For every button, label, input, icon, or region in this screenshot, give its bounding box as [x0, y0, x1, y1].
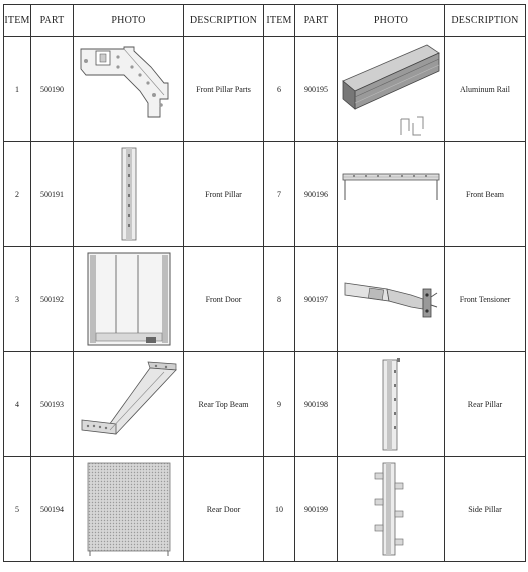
part-description: Front Beam [445, 142, 526, 247]
header-part: PART [31, 5, 74, 37]
part-photo [74, 457, 184, 562]
part-photo [338, 37, 445, 142]
header-row [4, 5, 526, 37]
part-photo [74, 352, 184, 457]
parts-table [3, 4, 526, 562]
part-description: Front Pillar [184, 142, 264, 247]
mesh-door-icon [76, 459, 182, 559]
part-number: 500194 [31, 457, 74, 562]
table-row [4, 247, 526, 352]
part-description: Side Pillar [445, 457, 526, 562]
part-number: 500192 [31, 247, 74, 352]
side-pillar-icon [339, 459, 443, 559]
bent-bracket-icon [76, 39, 182, 139]
rear-pillar-icon [339, 354, 443, 454]
part-description: Rear Pillar [445, 352, 526, 457]
part-number: 900198 [295, 352, 338, 457]
item-number: 6 [264, 37, 295, 142]
part-description: Front Tensioner [445, 247, 526, 352]
header-photo-2: PHOTO [338, 5, 445, 37]
part-description: Rear Top Beam [184, 352, 264, 457]
header-item: ITEM [4, 5, 31, 37]
item-number: 7 [264, 142, 295, 247]
part-number: 900196 [295, 142, 338, 247]
header-description-2: DESCRIPTION [445, 5, 526, 37]
vertical-pillar-icon [76, 144, 182, 244]
angled-beam-icon [76, 354, 182, 454]
part-photo [74, 142, 184, 247]
part-number: 900199 [295, 457, 338, 562]
part-photo [338, 247, 445, 352]
header-photo: PHOTO [74, 5, 184, 37]
door-panel-icon [76, 249, 182, 349]
header-item-2: ITEM [264, 5, 295, 37]
item-number: 4 [4, 352, 31, 457]
beam-icon [339, 144, 443, 244]
aluminum-rail-icon [339, 39, 443, 139]
part-description: Front Door [184, 247, 264, 352]
part-description: Aluminum Rail [445, 37, 526, 142]
part-number: 500191 [31, 142, 74, 247]
item-number: 2 [4, 142, 31, 247]
table-row [4, 142, 526, 247]
part-photo [74, 247, 184, 352]
item-number: 9 [264, 352, 295, 457]
item-number: 3 [4, 247, 31, 352]
table-row [4, 37, 526, 142]
part-number: 500190 [31, 37, 74, 142]
item-number: 8 [264, 247, 295, 352]
header-part-2: PART [295, 5, 338, 37]
part-number: 900197 [295, 247, 338, 352]
table-row [4, 352, 526, 457]
parts-list [3, 4, 525, 562]
part-photo [338, 457, 445, 562]
part-photo [74, 37, 184, 142]
item-number: 10 [264, 457, 295, 562]
part-number: 900195 [295, 37, 338, 142]
part-photo [338, 142, 445, 247]
item-number: 1 [4, 37, 31, 142]
part-number: 500193 [31, 352, 74, 457]
header-description: DESCRIPTION [184, 5, 264, 37]
item-number: 5 [4, 457, 31, 562]
tensioner-icon [339, 249, 443, 349]
part-description: Rear Door [184, 457, 264, 562]
part-photo [338, 352, 445, 457]
table-row [4, 457, 526, 562]
part-description: Front Pillar Parts [184, 37, 264, 142]
